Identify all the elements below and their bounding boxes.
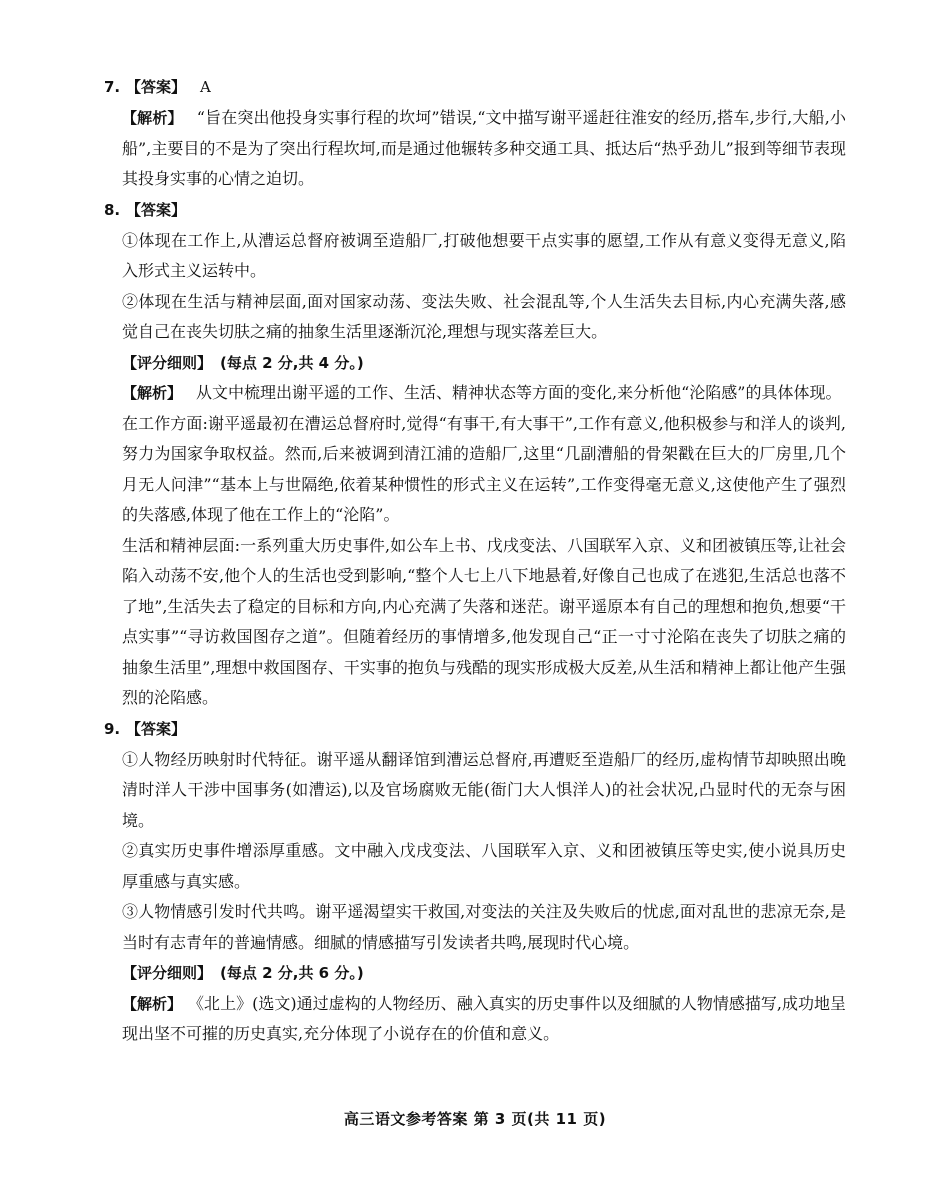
score-rule-tag: 【评分细则】: [122, 353, 213, 372]
analysis-tag: 【解析】: [122, 109, 183, 127]
question-9-body: [104, 745, 846, 1050]
question-9-answer-line: [104, 714, 846, 745]
analysis-text: 《北上》(选文)通过虚构的人物经历、融入真实的历史事件以及细腻的人物情感描写,成功地呈现出坚不可摧的历史真实,充分体现了小说存在的价值和意义。: [122, 993, 846, 1043]
answer-value: A: [200, 78, 211, 96]
question-number: 8.: [104, 200, 121, 219]
answer-point: ②真实历史事件增添厚重感。文中融入戊戌变法、八国联军入京、义和团被镇压等史实,使小说具历史厚重感与真实感。: [122, 841, 846, 891]
answer-point: ③人物情感引发时代共鸣。谢平遥渴望实干救国,对变法的关注及失败后的忧虑,面对乱世的悲凉无奈,是当时有志青年的普遍情感。细腻的情感描写引发读者共鸣,展现时代心境。: [122, 902, 846, 952]
answer-point: ②体现在生活与精神层面,面对国家动荡、变法失败、社会混乱等,个人生活失去目标,内心充满失落,感觉自己在丧失切肤之痛的抽象生活里逐渐沉沦,理想与现实落差巨大。: [122, 291, 846, 341]
question-number: 9.: [104, 719, 121, 738]
analysis-paragraph: 生活和精神层面:一系列重大历史事件,如公车上书、戊戌变法、八国联军入京、义和团被镇压等,让社会陷入动荡不安,他个人的生活也受到影响,“整个人七上八下地悬着,好像自己也成了在逃犯,生活总也落不了地”,生活失去了稳定的目标和方向,内心充满了失落和迷茫。谢平遥原本有自己的理想和抱负,想要“干点实事”“寻访救国图存之道”。但随着经历的事情增多,他发现自己“正一寸寸沦陷在丧失了切肤之痛的抽象生活里”,理想中救国图存、干实事的抱负与残酷的现实形成极大反差,从生活和精神上都让他产生强烈的沦陷感。: [122, 535, 846, 707]
answer-point: ①体现在工作上,从漕运总督府被调至造船厂,打破他想要干点实事的愿望,工作从有意义变得无意义,陷入形式主义运转中。: [122, 230, 846, 280]
analysis-paragraph: [122, 989, 846, 1050]
question-7-answer-line: [104, 72, 846, 103]
question-8-body: [104, 226, 846, 714]
analysis-paragraph: [122, 103, 846, 195]
score-rule-line: [122, 958, 846, 989]
score-note: (每点 2 分,共 4 分。): [220, 353, 364, 372]
question-7: [104, 72, 846, 195]
answer-tag: 【答案】: [126, 200, 187, 219]
question-9: [104, 714, 846, 1050]
score-note: (每点 2 分,共 6 分。): [220, 964, 364, 982]
question-8-answer-line: [104, 195, 846, 226]
score-rule-line: [122, 348, 846, 379]
analysis-tag: 【解析】: [122, 384, 183, 402]
answer-tag: 【答案】: [126, 719, 187, 738]
question-8: [104, 195, 846, 714]
analysis-intro: 从文中梳理出谢平遥的工作、生活、精神状态等方面的变化,来分析他“沦陷感”的具体体现。: [196, 383, 842, 402]
analysis-paragraph: [122, 378, 846, 409]
question-number: 7.: [104, 78, 121, 96]
page-footer: 高三语文参考答案 第 3 页(共 11 页): [343, 1110, 607, 1128]
question-7-body: [104, 103, 846, 195]
analysis-tag: 【解析】: [122, 994, 183, 1013]
answer-point: ①人物经历映射时代特征。谢平遥从翻译馆到漕运总督府,再遭贬至造船厂的经历,虚构情节却映照出晚清时洋人干涉中国事务(如漕运),以及官场腐败无能(衙门大人惧洋人)的社会状况,凸显时代的无奈与困境。: [122, 749, 846, 830]
score-rule-tag: 【评分细则】: [122, 964, 213, 982]
answer-tag: 【答案】: [126, 78, 187, 96]
analysis-paragraph: 在工作方面:谢平遥最初在漕运总督府时,觉得“有事干,有大事干”,工作有意义,他积极参与和洋人的谈判,努力为国家争取权益。然而,后来被调到清江浦的造船厂,这里“几副漕船的骨架戳在巨大的厂房里,几个月无人问津”“基本上与世隔绝,依着某种惯性的形式主义在运转”,工作变得毫无意义,这使他产生了强烈的失落感,体现了他在工作上的“沦陷”。: [122, 413, 846, 524]
analysis-text: “旨在突出他投身实事行程的坎坷”错误,“文中描写谢平遥赶往淮安的经历,搭车,步行,大船,小船”,主要目的不是为了突出行程坎坷,而是通过他辗转多种交通工具、抵达后“热乎劲儿”报到等细节表现其投身实事的心情之迫切。: [122, 108, 846, 188]
